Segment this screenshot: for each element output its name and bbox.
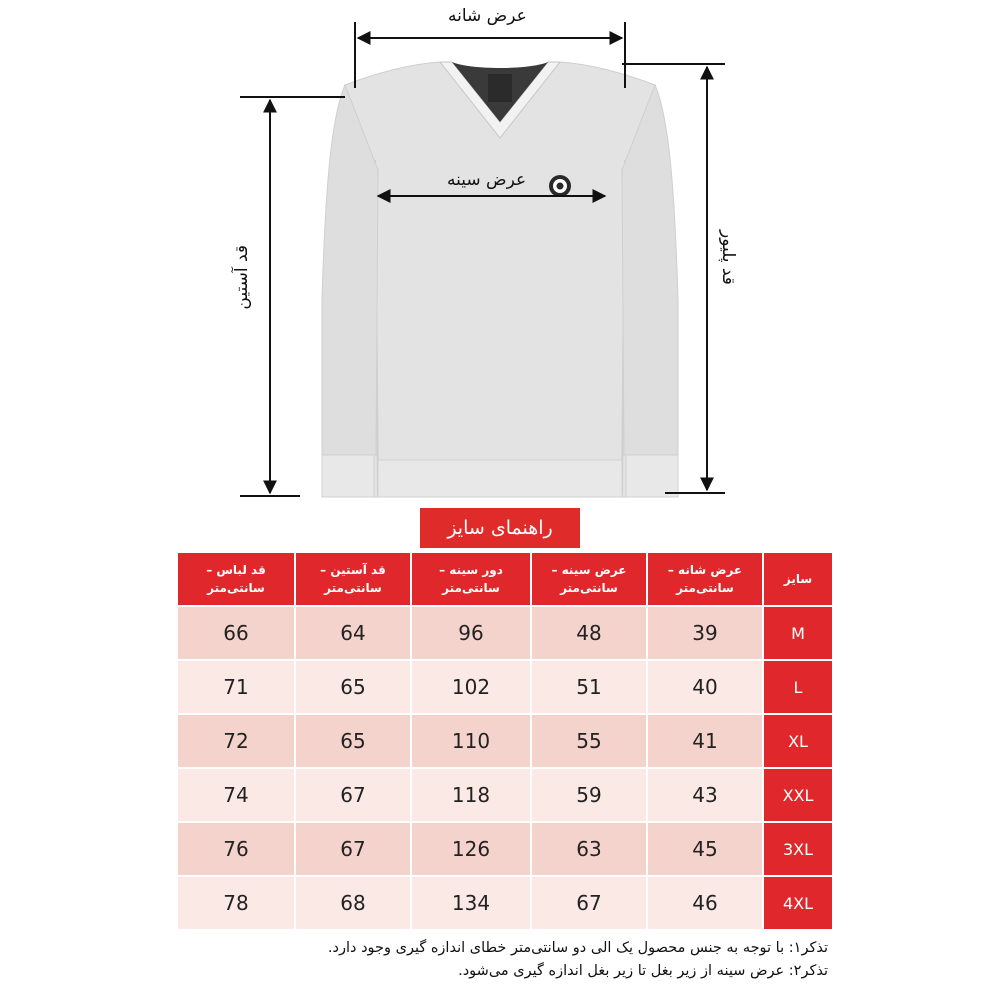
chest-width-cell: 55 xyxy=(532,715,646,767)
table-row xyxy=(178,607,832,659)
shoulder-cell: 46 xyxy=(648,877,762,929)
header-sleeve-line1: قد آستین – xyxy=(320,563,386,577)
table-row xyxy=(178,715,832,767)
length-cell: 78 xyxy=(178,877,294,929)
size-cell: 4XL xyxy=(764,877,832,929)
table-row xyxy=(178,823,832,875)
shoulder-cell: 40 xyxy=(648,661,762,713)
header-chest-width-line1: عرض سینه – xyxy=(551,563,627,577)
size-cell: XL xyxy=(764,715,832,767)
logo-emblem xyxy=(549,175,571,197)
size-cell: XXL xyxy=(764,769,832,821)
chest-circ-cell: 102 xyxy=(412,661,530,713)
size-table xyxy=(176,551,834,931)
chest-width-cell: 59 xyxy=(532,769,646,821)
header-chest-width xyxy=(532,553,646,605)
length-cell: 74 xyxy=(178,769,294,821)
header-size: سایز xyxy=(764,553,832,605)
table-row xyxy=(178,769,832,821)
table-row xyxy=(178,877,832,929)
note-2: تذکر۲: عرض سینه از زیر بغل تا زیر بغل اندازه گیری می‌شود. xyxy=(458,963,828,979)
shoulder-cell: 43 xyxy=(648,769,762,821)
size-cell: 3XL xyxy=(764,823,832,875)
sleeve-cell: 67 xyxy=(296,823,410,875)
sleeve-cell: 64 xyxy=(296,607,410,659)
chest-width-cell: 51 xyxy=(532,661,646,713)
length-cell: 71 xyxy=(178,661,294,713)
chest-width-cell: 48 xyxy=(532,607,646,659)
size-guide-title: راهنمای سایز xyxy=(420,508,580,548)
chest-circ-cell: 126 xyxy=(412,823,530,875)
chest-circ-cell: 118 xyxy=(412,769,530,821)
chest-width-cell: 63 xyxy=(532,823,646,875)
sleeve-cell: 67 xyxy=(296,769,410,821)
header-shoulder xyxy=(648,553,762,605)
chest-width-label: عرض سینه xyxy=(447,170,527,190)
sleeve-cell: 65 xyxy=(296,661,410,713)
header-shoulder-line1: عرض شانه – xyxy=(667,563,743,577)
header-length-line2: سانتی‌متر xyxy=(207,581,265,595)
sleeve-cell: 65 xyxy=(296,715,410,767)
header-length xyxy=(178,553,294,605)
sleeve-length-label: قد آستین xyxy=(232,245,252,310)
sleeve-cell: 68 xyxy=(296,877,410,929)
shoulder-cell: 41 xyxy=(648,715,762,767)
chest-width-cell: 67 xyxy=(532,877,646,929)
header-shoulder-line2: سانتی‌متر xyxy=(676,581,734,595)
garment-length-label: قد پلیور xyxy=(718,230,738,285)
header-chest-circ-line1: دور سینه – xyxy=(439,563,503,577)
chest-circ-cell: 96 xyxy=(412,607,530,659)
size-cell: L xyxy=(764,661,832,713)
notes xyxy=(328,937,828,983)
header-chest-circ-line2: سانتی‌متر xyxy=(442,581,500,595)
chest-circ-cell: 110 xyxy=(412,715,530,767)
length-cell: 66 xyxy=(178,607,294,659)
hem-ribbing xyxy=(378,460,622,497)
length-cell: 76 xyxy=(178,823,294,875)
note-1: تذکر۱: با توجه به جنس محصول یک الی دو سانتی‌متر خطای اندازه گیری وجود دارد. xyxy=(327,940,828,956)
header-sleeve-line2: سانتی‌متر xyxy=(324,581,382,595)
length-cell: 72 xyxy=(178,715,294,767)
chest-circ-cell: 134 xyxy=(412,877,530,929)
header-chest-width-line2: سانتی‌متر xyxy=(560,581,618,595)
header-length-line1: قد لباس – xyxy=(206,563,266,577)
neck-label xyxy=(488,74,512,102)
shoulder-width-label: عرض شانه xyxy=(448,6,527,26)
size-cell: M xyxy=(764,607,832,659)
header-chest-circ xyxy=(412,553,530,605)
header-sleeve xyxy=(296,553,410,605)
table-row xyxy=(178,661,832,713)
shoulder-cell: 39 xyxy=(648,607,762,659)
shoulder-cell: 45 xyxy=(648,823,762,875)
